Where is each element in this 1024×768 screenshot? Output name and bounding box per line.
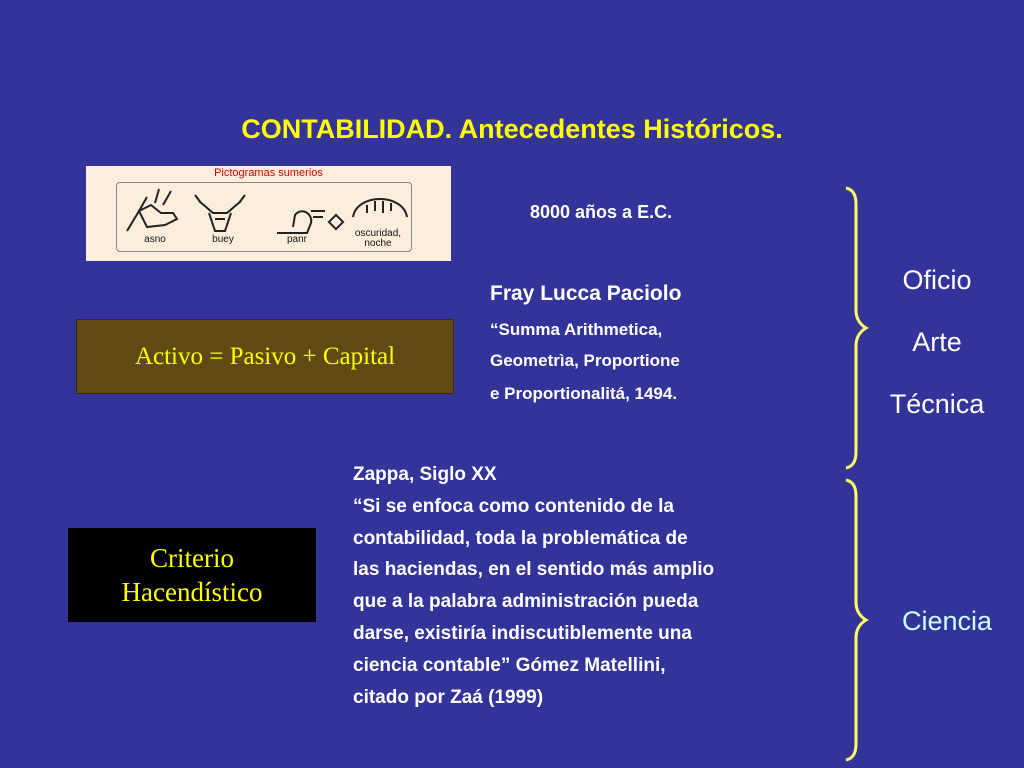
word-oficio: Oficio xyxy=(902,265,972,295)
criterio-line: Hacendístico xyxy=(121,577,263,607)
paciolo-line: e Proportionalitá, 1494. xyxy=(490,384,678,403)
criterio-line: Criterio xyxy=(150,543,234,573)
pictogram-label: buey xyxy=(212,234,234,245)
word-arte: Arte xyxy=(912,327,962,357)
equation-text: Activo = Pasivo + Capital xyxy=(134,342,396,370)
word-tecnica: Técnica xyxy=(889,389,985,419)
date-text: 8000 años a E.C. xyxy=(530,202,673,222)
zappa-line: que a la palabra administración pueda xyxy=(353,591,699,613)
paciolo-name: Fray Lucca Paciolo xyxy=(490,282,682,305)
pictogram-label: oscuridad, xyxy=(354,228,402,239)
zappa-line: contabilidad, toda la problemática de xyxy=(353,527,688,549)
zappa-line: “Si se enfoca como contenido de la xyxy=(353,495,674,517)
zappa-line: citado por Zaá (1999) xyxy=(353,686,544,708)
paciolo-line: Geometrìa, Proportione xyxy=(490,351,680,370)
zappa-line: darse, existiría indiscutiblemente una xyxy=(353,622,692,644)
pictogram-caption: Pictogramas sumerios xyxy=(214,167,323,179)
zappa-line: ciencia contable” Gómez Matellini, xyxy=(353,654,666,676)
paciolo-line: “Summa Arithmetica, xyxy=(490,320,663,339)
slide-title: CONTABILIDAD. Antecedentes Históricos. xyxy=(241,114,783,144)
pictogram-label: panr xyxy=(286,234,307,245)
word-ciencia: Ciencia xyxy=(901,606,993,636)
zappa-line: las haciendas, en el sentido más amplio xyxy=(353,559,715,581)
pictogram-label: noche xyxy=(364,238,392,249)
zappa-line: Zappa, Siglo XX xyxy=(353,464,497,485)
pictogram-label: asno xyxy=(144,234,166,245)
lower-brace xyxy=(846,480,866,760)
